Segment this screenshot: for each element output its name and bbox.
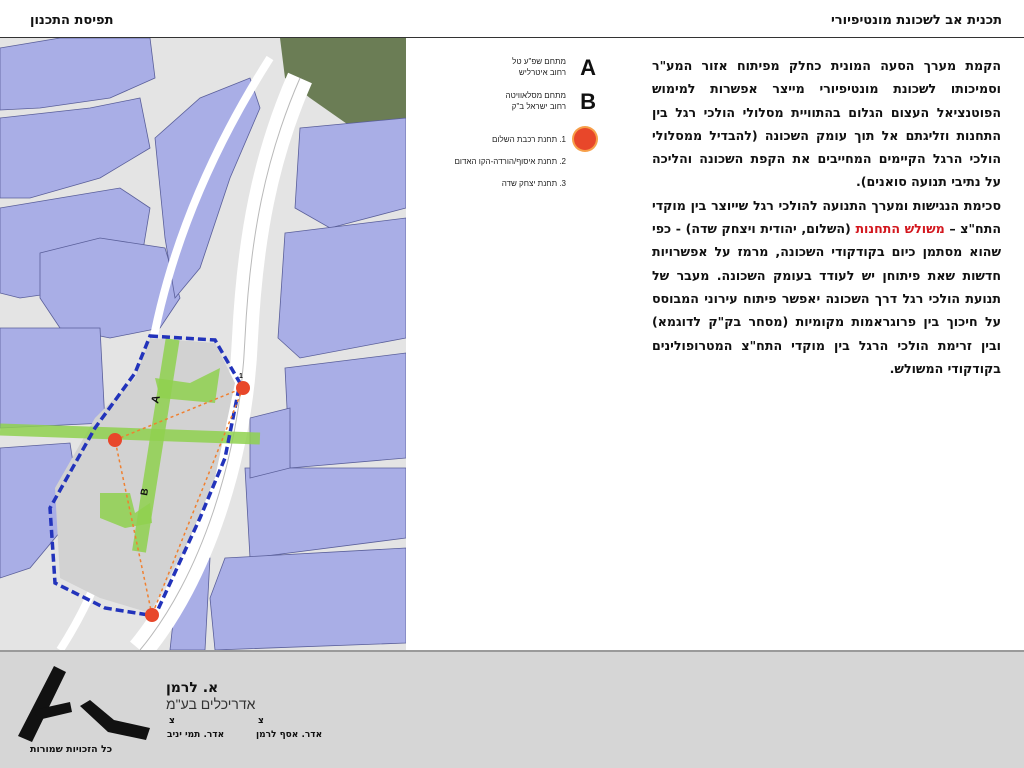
description-text bbox=[652, 54, 1001, 380]
map-label-b: B bbox=[139, 487, 152, 497]
architect-1-name: אדר. אסף לרמן bbox=[256, 730, 323, 740]
legend-a-letter: A bbox=[580, 55, 596, 80]
architect-2-name: אדר. תמי יניב bbox=[167, 730, 225, 740]
map-label-station-1: 1 bbox=[239, 373, 243, 380]
paragraph-1: הקמת מערך הסעה המונית כחלק מפיתוח אזור המע"ר וסמיכותו לשכונת מונטיפיורי מייצר אפשרות למימוש הפוטנציאל העצום הגלום בהתוויית מסלולי הולכי רגל בין התחנות וזליגתם אל תוך עומק השכונה (להבדיל ממסלולי הולכי הרגל הקיימים המחייבים את הקפת השכונה והליכה על נתיבי תנועה סואנים). bbox=[652, 58, 1001, 190]
paragraph-2 bbox=[652, 194, 1001, 380]
legend-a-text bbox=[512, 56, 566, 78]
architect-1-tick: צ bbox=[258, 716, 264, 726]
legend-b-letter: B bbox=[580, 89, 596, 114]
map-graphic bbox=[0, 38, 406, 650]
firm-name: א. לרמן bbox=[166, 680, 219, 696]
planning-map bbox=[0, 38, 406, 650]
map-legend bbox=[428, 56, 608, 196]
legend-item-a bbox=[428, 56, 608, 84]
station-legend-icon bbox=[574, 128, 596, 150]
legend-station-3: 3. תחנת יצחק שדה bbox=[501, 179, 566, 188]
footer bbox=[0, 650, 1024, 768]
legend-a-line2: רחוב איטרליש bbox=[518, 68, 566, 77]
map-label-a: A bbox=[149, 393, 163, 405]
section-title: תפיסת התכנון bbox=[30, 13, 114, 28]
footer-divider bbox=[0, 650, 1024, 652]
legend-b-line2: רחוב ישראל ב"ק bbox=[511, 102, 566, 111]
paragraph-2-end: (השלום, יהודית ויצחק שדה) - כפי שהוא מסתמן כיום בקודקודי השכונה, מרמז על אפשרויות חדשות שאת פיתוחן יש לעודד בעומק השכונה. מעבר של תנועת הולכי רגל דרך השכונה יאפשר פיתוח עירוני המבוסס על חיכוך בין פרוגראמות מקומיות (מסחר בק"ק לדוגמא) ובין זרימת הולכי הרגל בין מוקדי התח"צ המטרופולינים בקודקודי המשולש. bbox=[652, 221, 1001, 376]
legend-a-line1: מתחם שפ"ע טל bbox=[512, 57, 566, 66]
legend-b-line1: מתחם מסלאוויטה bbox=[505, 91, 566, 100]
architect-2-tick: צ bbox=[169, 716, 175, 726]
station-marker bbox=[145, 608, 159, 622]
station-marker bbox=[108, 433, 122, 447]
legend-station-1: 1. תחנת רכבת השלום bbox=[492, 135, 566, 144]
legend-item-stations bbox=[428, 130, 608, 188]
firm-logo bbox=[14, 662, 154, 744]
station-marker bbox=[236, 381, 250, 395]
legend-b-text bbox=[506, 90, 566, 112]
header-bar bbox=[0, 0, 1024, 38]
legend-item-b bbox=[428, 90, 608, 118]
copyright-notice: כל הזכויות שמורות bbox=[30, 744, 113, 755]
firm-subtitle: אדריכלים בע"מ bbox=[166, 696, 256, 712]
highlight-station-triangle: משולש התחנות bbox=[855, 221, 945, 237]
document-title: תכנית אב לשכונת מונטיפיורי bbox=[830, 13, 1002, 28]
legend-station-2: 2. תחנת איסוף/הורדה-הקו האדום bbox=[454, 157, 566, 166]
paragraph-2-start: סכימת הנגישות ומערך התנועה להולכי רגל שייוצר בין מוקדי התח"צ – bbox=[652, 197, 1001, 237]
